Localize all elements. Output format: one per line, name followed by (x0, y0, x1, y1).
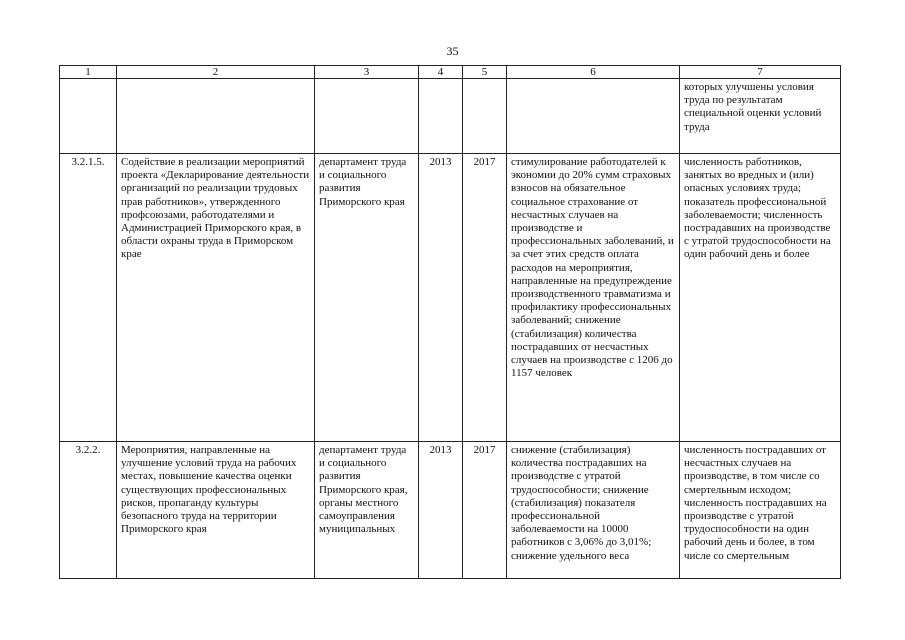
page-number: 35 (446, 44, 459, 58)
table-row-continuation (60, 79, 841, 154)
start-year-cell: 2013 (419, 154, 463, 442)
measure-cell: Мероприятия, направленные на улучшение условий труда на рабочих местах, повышение качества оценки существующих профессиональных рисков, пропаганду культуры безопасного труда на территории Приморского края (117, 442, 315, 579)
column-header-6: 6 (507, 66, 680, 79)
end-year-cell (463, 79, 507, 154)
result-cell: снижение (стабилизация) количества пострадавших на производстве с утратой трудоспособности; снижение (стабилизация) показателя профессиональной заболеваемости на 10000 работников с 3,06% до 3,01%; снижение удельного веса (507, 442, 680, 579)
column-header-1: 1 (60, 66, 117, 79)
indicator-cell: численность пострадавших от несчастных случаев на производстве, в том числе со смертельным исходом; численность пострадавших на производстве с утратой трудоспособности на один рабочий день и более, в том числе со смертельным (680, 442, 841, 579)
row-number-cell: 3.2.2. (60, 442, 117, 579)
measure-cell (117, 79, 315, 154)
row-number-cell: 3.2.1.5. (60, 154, 117, 442)
row-number-cell (60, 79, 117, 154)
table-row-3-2-2 (60, 442, 841, 579)
indicator-cell: которых улучшены условия труда по результатам специальной оценки условий труда (680, 79, 841, 154)
result-cell (507, 79, 680, 154)
header-row (60, 66, 841, 79)
executor-cell (315, 79, 419, 154)
measure-cell: Содействие в реализации мероприятий проекта «Декларирование деятельности организаций по реализации трудовых прав работников», утвержденного профсоюзами, работодателями и Администрацией Приморского края, в области охраны труда в Приморском крае (117, 154, 315, 442)
column-header-5: 5 (463, 66, 507, 79)
end-year-cell: 2017 (463, 442, 507, 579)
table-row-3-2-1-5 (60, 154, 841, 442)
result-cell: стимулирование работодателей к экономии до 20% сумм страховых взносов на обязательное социальное страхование от несчастных случаев на производстве и профессиональных заболеваний, и за счет этих средств оплата расходов на мероприятия, направленные на предупреждение производственного травматизма и профилактику профессиональных заболеваний; снижение (стабилизация) количества пострадавших от несчастных случаев на производстве с 1206 до 1157 человек (507, 154, 680, 442)
executor-cell: департамент труда и социального развития Приморского края, органы местного самоуправления муниципальных (315, 442, 419, 579)
end-year-cell: 2017 (463, 154, 507, 442)
start-year-cell (419, 79, 463, 154)
column-header-2: 2 (117, 66, 315, 79)
column-header-7: 7 (680, 66, 841, 79)
column-header-3: 3 (315, 66, 419, 79)
indicator-cell: численность работников, занятых во вредных и (или) опасных условиях труда; показатель профессиональной заболеваемости; численность пострадавших на производстве с утратой трудоспособности на один рабочий день и более (680, 154, 841, 442)
column-header-4: 4 (419, 66, 463, 79)
program-measures-table (59, 65, 841, 579)
start-year-cell: 2013 (419, 442, 463, 579)
executor-cell: департамент труда и социального развития Приморского края (315, 154, 419, 442)
